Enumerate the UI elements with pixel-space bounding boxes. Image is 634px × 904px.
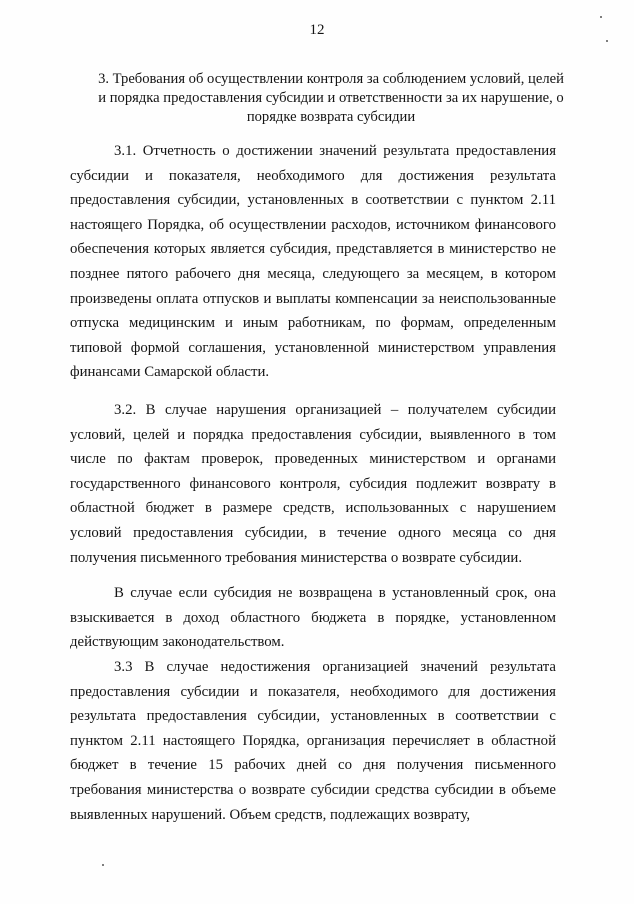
section-heading: 3. Требования об осуществлении контроля за соблюдением условий, целей и порядка предоставления субсидии и ответственности за их нарушение, о порядке возврата субсидии xyxy=(98,71,564,125)
paragraph-3-1: 3.1. Отчетность о достижении значений результата предоставления субсидии и показателя, необходимого для достижения результата предоставления субсидии, установленных в соответствии с пунктом 2.11 настоящего Порядка, об осуществлении расходов, источником финансового обеспечения которых является субсидия, представляется в министерство не позднее пятого рабочего дня месяца, следующего за месяцем, в котором произведены оплата отпусков и выплаты компенсации за неиспользованные отпуска медицинским и иным работникам, по формам, определенным типовой формой соглашения, установленной министерством управления финансами Самарской области. xyxy=(70,143,556,381)
paragraph-3-2: 3.2. В случае нарушения организацией – получателем субсидии условий, целей и порядка предоставления субсидии, выявленного в том числе по фактам проверок, проведенных министерством и органами государственного финансового контроля, субсидия подлежит возврату в областной бюджет в размере средств, использованных с нарушением условий предоставления субсидии, в течение одного месяца со дня получения письменного требования министерства о возврате субсидии. xyxy=(70,402,556,566)
paragraph-3-3: 3.3 В случае недостижения организацией значений результата предоставления субсидии и показателя, необходимого для достижения результата предоставления субсидии, установленных в соответствии с пунктом 2.11 настоящего Порядка, организация перечисляет в областной бюджет в течение 15 рабочих дней со дня получения письменного требования министерства о возврате субсидии средства субсидии в объеме выявленных нарушений. Объем средств, подлежащих возврату, xyxy=(70,659,556,823)
paragraph-3-2-continued: В случае если субсидия не возвращена в установленный срок, она взыскивается в доход областного бюджета в порядке, установленном действующим законодательством. xyxy=(70,585,556,651)
scan-speck xyxy=(600,16,602,18)
scan-speck xyxy=(606,40,608,42)
page-number: 12 xyxy=(309,22,325,38)
scan-speck xyxy=(102,864,104,866)
